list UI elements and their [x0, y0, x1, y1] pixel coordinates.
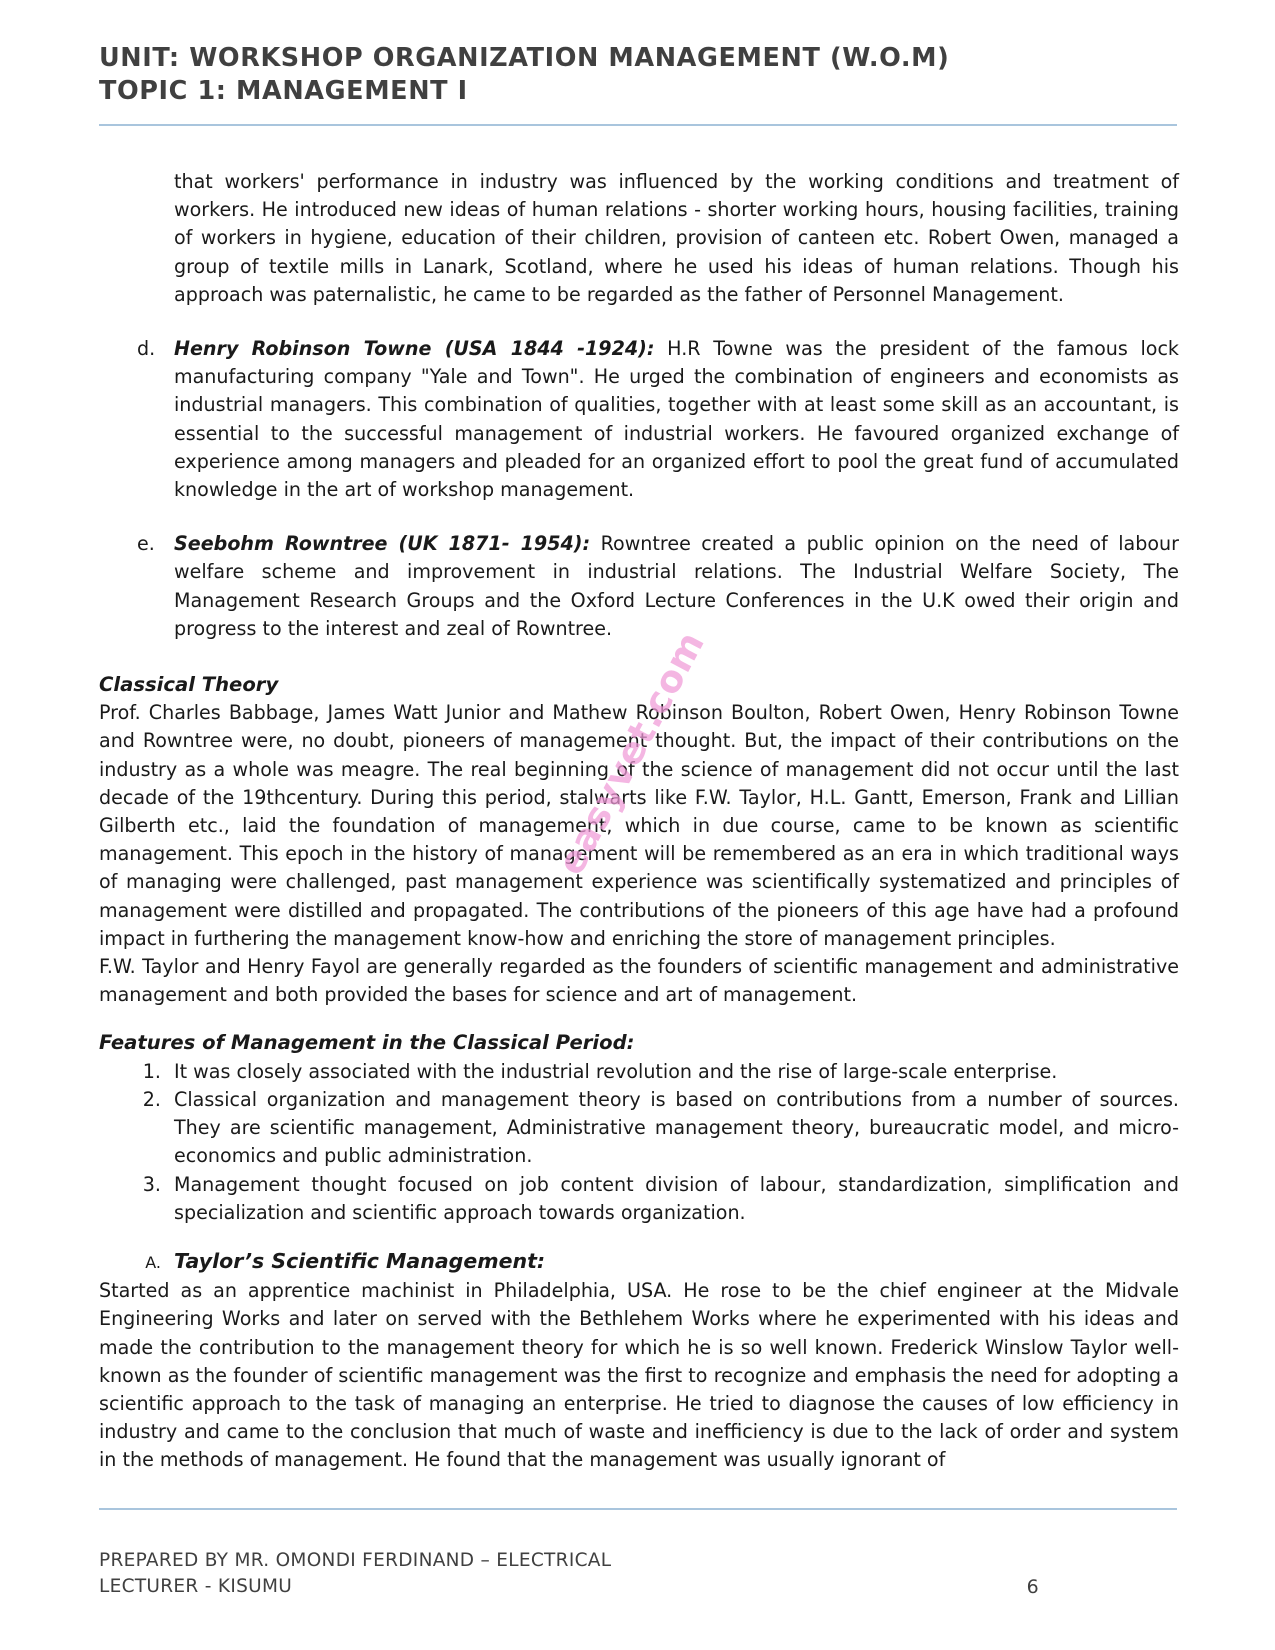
header-unit-title: UNIT: WORKSHOP ORGANIZATION MANAGEMENT (W.O.M) [99, 43, 950, 73]
list-item-marker: d. [137, 337, 156, 361]
list-item-marker: 3. [142, 1172, 161, 1196]
footer-divider [99, 1508, 1177, 1510]
list-item-text: Management thought focused on job content division of labour, standardization, simplification and specialization and scientific approach towards organization. [174, 1172, 1179, 1224]
list-item [137, 335, 1179, 504]
list-item-text: H.R Towne was the president of the famous lock manufacturing company "Yale and Town". He urged the combination of engineers and economists as industrial managers. This combination of qualities, together with at least some skill as an accountant, is essential to the successful management of industrial workers. He favoured organized exchange of experience among managers and pleaded for an organized effort to pool the great fund of accumulated knowledge in the art of workshop management. [174, 337, 1179, 502]
list-item-text: It was closely associated with the industrial revolution and the rise of large-scale enterprise. [174, 1059, 1058, 1083]
intro-paragraph: that workers' performance in industry was influenced by the working conditions and treatment of workers. He introduced new ideas of human relations - shorter working hours, housing facilities, training of workers in hygiene, education of their children, provision of canteen etc. Robert Owen, managed a group of textile mills in Lanark, Scotland, where he used his ideas of human relations. Though his approach was paternalistic, he came to be regarded as the father of Personnel Management. [174, 170, 1179, 306]
list-item [137, 1086, 1179, 1171]
footer-credit-line-1: PREPARED BY MR. OMONDI FERDINAND – ELECTRICAL [99, 1550, 612, 1571]
classical-theory-paragraph-1: Prof. Charles Babbage, James Watt Junior and Mathew Robinson Boulton, Robert Owen, Henry Robinson Towne and Rowntree were, no doubt, pioneers of management thought. But, the impact of their contributions on the industry as a whole was meagre. The real beginning of the science of management did not occur until the last decade of the 19thcentury. During this period, stalwarts like F.W. Taylor, H.L. Gantt, Emerson, Frank and Lillian Gilberth etc., laid the foundation of management, which in due course, came to be known as scientific management. This epoch in the history of management will be remembered as an era in which traditional ways of managing were challenged, past management experience was scientifically systematized and principles of management were distilled and propagated. The contributions of the pioneers of this age have had a profound impact in furthering the management know-how and enriching the store of management principles. [99, 701, 1179, 950]
list-item [137, 530, 1179, 643]
list-item-body [174, 530, 1179, 643]
footer-credit [99, 1548, 611, 1600]
list-item-lead: Henry Robinson Towne (USA 1844 -1924): [174, 337, 655, 361]
page-header [99, 42, 1179, 108]
section-heading-classical-theory: Classical Theory [99, 673, 279, 697]
page-number: 6 [1026, 1576, 1039, 1598]
header-divider [99, 124, 1177, 126]
taylor-section-heading [137, 1247, 1179, 1277]
taylor-section-marker: A. [145, 1252, 161, 1272]
footer-credit-line-2: LECTURER - KISUMU [99, 1576, 293, 1597]
list-item-marker: e. [137, 532, 155, 556]
features-list [99, 1058, 1179, 1227]
list-item-marker: 1. [142, 1059, 161, 1083]
list-item-text: Rowntree created a public opinion on the need of labour welfare scheme and improvement in industrial relations. The Industrial Welfare Society, The Management Research Groups and the Oxford Lecture Conferences in the U.K owed their origin and progress to the interest and zeal of Rowntree. [174, 532, 1179, 640]
list-item [137, 1171, 1179, 1227]
section-heading-features: Features of Management in the Classical Period: [99, 1031, 635, 1055]
document-body [99, 168, 1179, 1475]
intro-paragraph-block [174, 168, 1179, 309]
taylor-section-title: Taylor’s Scientific Management: [174, 1248, 546, 1273]
taylor-section-paragraph: Started as an apprentice machinist in Philadelphia, USA. He rose to be the chief engineer at the Midvale Engineering Works and later on served with the Bethlehem Works where he experimented with his ideas and made the contribution to the management theory for which he is so well known. Frederick Winslow Taylor well-known as the founder of scientific management was the first to recognize and emphasis the need for adopting a scientific approach to the task of managing an enterprise. He tried to diagnose the causes of low efficiency in industry and came to the conclusion that much of waste and inefficiency is due to the lack of order and system in the methods of management. He found that the management was usually ignorant of [99, 1279, 1179, 1472]
classical-theory-paragraph-2: F.W. Taylor and Henry Fayol are generally regarded as the founders of scientific management and administrative management and both provided the bases for science and art of management. [99, 955, 1179, 1007]
header-topic-title: TOPIC 1: MANAGEMENT I [99, 76, 468, 107]
list-item-text: Classical organization and management theory is based on contributions from a number of sources. They are scientific management, Administrative management theory, bureaucratic model, and micro-economics and public administration. [174, 1087, 1179, 1168]
list-item-marker: 2. [142, 1087, 161, 1111]
list-item-body [174, 335, 1179, 504]
list-item-lead: Seebohm Rowntree (UK 1871- 1954): [174, 532, 591, 556]
list-item [137, 1058, 1179, 1086]
page-footer [99, 1548, 1177, 1600]
watermark-text: easyvet.com [548, 624, 714, 882]
